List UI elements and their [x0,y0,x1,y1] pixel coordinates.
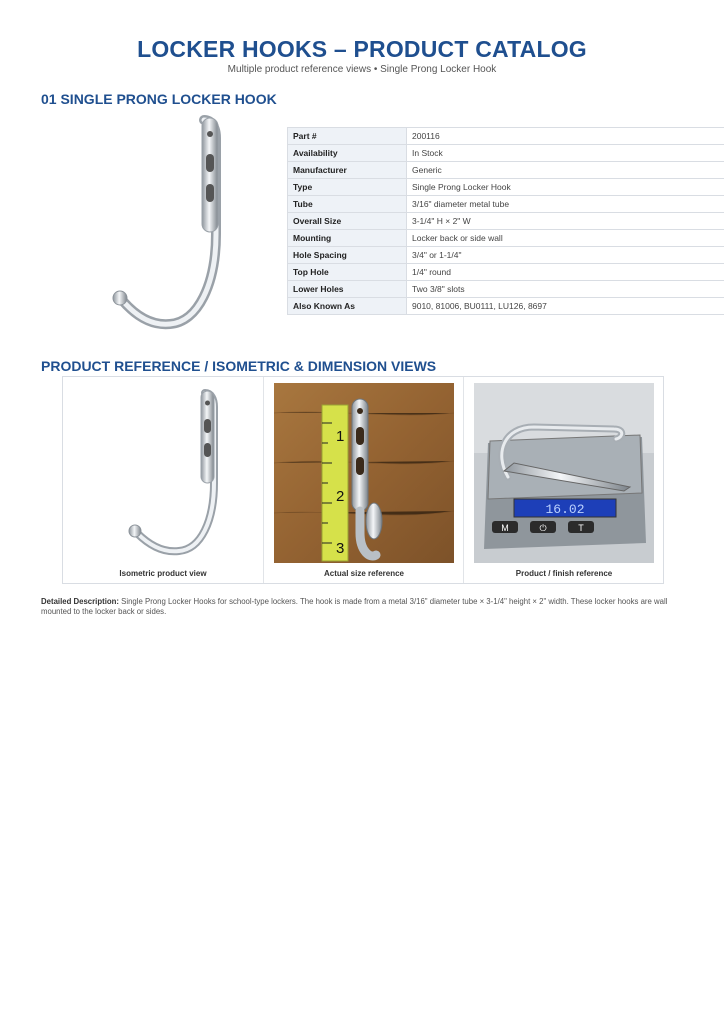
spec-value: 9010, 81006, BU0111, LU126, 8697 [407,298,724,315]
spec-row [288,230,724,247]
description-text: Single Prong Locker Hooks for school-type lockers. The hook is made from a metal 3/16" diameter tube × 3-1/4" height × 2" width. These locker hooks are wall mounted to the locker back or sides. [41,597,668,616]
spec-label: Mounting [288,230,407,247]
scale-button-m: M [501,523,509,533]
isometric-hook-image [73,383,253,563]
spec-label: Type [288,179,407,196]
view-caption: Isometric product view [119,569,207,578]
tape-mark-2: 2 [336,488,345,505]
spec-label: Top Hole [288,264,407,281]
scale-readout: 16.02 [545,502,585,517]
spec-row [288,162,724,179]
spec-row [288,281,724,298]
spec-label: Tube [288,196,407,213]
spec-label: Also Known As [288,298,407,315]
spec-value: 3/4" or 1-1/4" [407,247,724,264]
spec-label: Manufacturer [288,162,407,179]
tape-mark-1: 1 [336,428,345,445]
view-caption: Product / finish reference [515,569,613,578]
spec-table [287,127,724,315]
spec-row [288,298,724,315]
spec-value: 3-1/4" H × 2" W [407,213,724,230]
spec-label: Hole Spacing [288,247,407,264]
tape-mark-3: 3 [336,540,345,557]
spec-value: Two 3/8" slots [407,281,724,298]
spec-value: Locker back or side wall [407,230,724,247]
spec-row [288,247,724,264]
spec-value: 1/4" round [407,264,724,281]
view-actual-size [263,377,464,583]
spec-label: Overall Size [288,213,407,230]
spec-row [288,264,724,281]
spec-row [288,128,724,145]
spec-row [288,196,724,213]
spec-value: Generic [407,162,724,179]
hook-image [108,114,228,332]
view-isometric [63,377,263,583]
scale-photo [474,383,654,563]
spec-value: In Stock [407,145,724,162]
reference-views-grid [62,376,664,584]
scale-button-power-icon: ⏻ [539,524,547,534]
view-finish [463,377,664,583]
detailed-description [41,597,686,617]
description-label: Detailed Description: [41,597,119,606]
spec-label: Availability [288,145,407,162]
tape-measure-photo [274,383,454,563]
spec-label: Lower Holes [288,281,407,298]
section-heading-product: 01 SINGLE PRONG LOCKER HOOK [41,91,277,107]
page-subtitle: Multiple product reference views • Single Prong Locker Hook [227,64,497,75]
scale-button-t: T [578,523,584,533]
spec-value: 3/16" diameter metal tube [407,196,724,213]
view-caption: Actual size reference [323,569,405,578]
spec-row [288,145,724,162]
spec-label: Part # [288,128,407,145]
spec-row [288,213,724,230]
spec-row [288,179,724,196]
section-heading-views: PRODUCT REFERENCE / ISOMETRIC & DIMENSION VIEWS [41,358,437,374]
page-title: LOCKER HOOKS – PRODUCT CATALOG [137,36,587,62]
spec-value: Single Prong Locker Hook [407,179,724,196]
spec-value: 200116 [407,128,724,145]
